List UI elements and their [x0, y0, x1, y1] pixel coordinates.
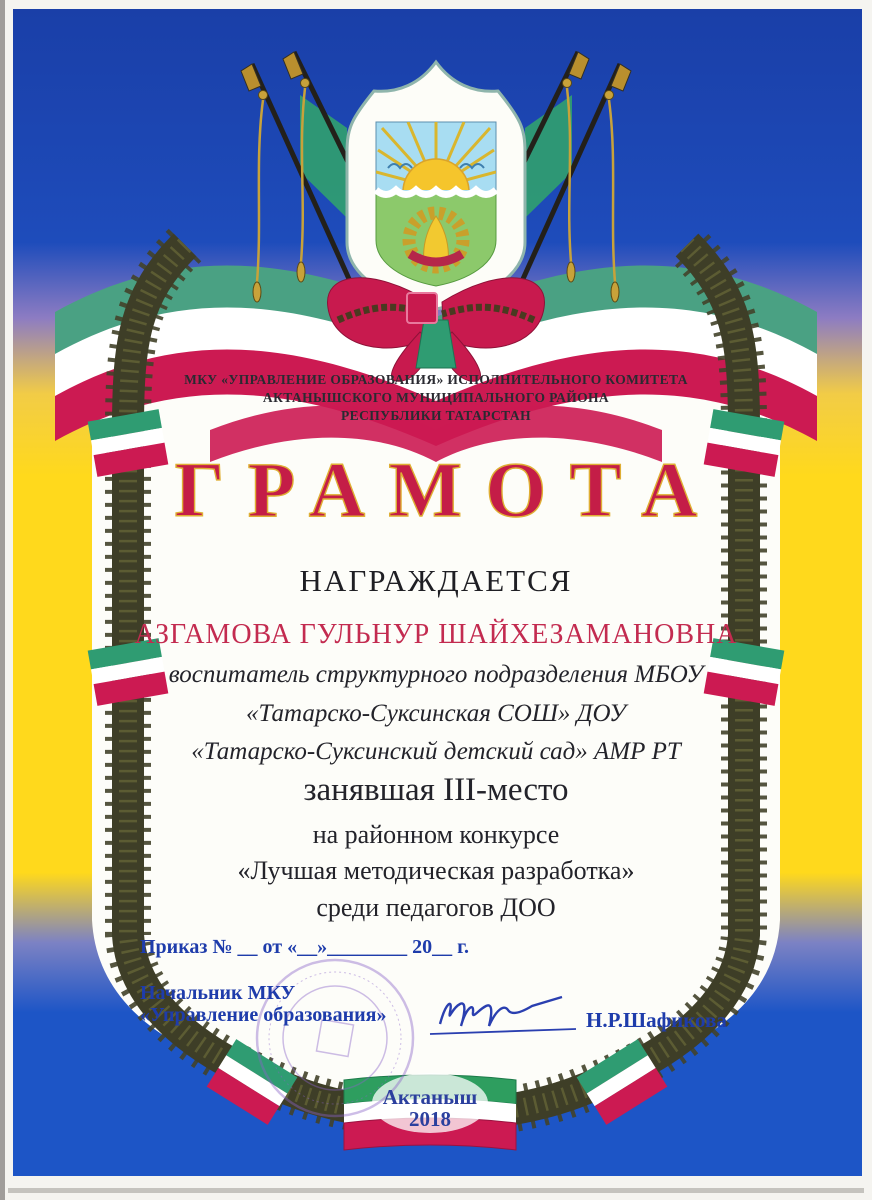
certificate-title: ГРАМОТА: [174, 446, 721, 533]
scan-edge-left: [0, 0, 5, 1200]
signatory-title-line-2: «Управление образования»: [140, 1004, 387, 1026]
recipient-name: АЗГАМОВА ГУЛЬНУР ШАЙХЕЗАМАНОВНА: [134, 619, 738, 650]
banner-year: 2018: [409, 1107, 451, 1131]
signatory-name: Н.Р.Шафикова: [586, 1008, 727, 1032]
contest-line-1: на районном конкурсе: [312, 820, 560, 849]
achievement-line: занявшая III-место: [303, 772, 569, 808]
contest-line-3: среди педагогов ДОО: [316, 893, 556, 922]
awarded-label: НАГРАЖДАЕТСЯ: [299, 563, 573, 598]
issuer-line-2: АКТАНЫШСКОГО МУНИЦИПАЛЬНОГО РАЙОНА: [262, 390, 610, 405]
issuer-line-1: МКУ «УПРАВЛЕНИЕ ОБРАЗОВАНИЯ» ИСПОЛНИТЕЛЬНОГО КОМИТЕТА: [184, 372, 688, 387]
banner-place: Актаныш: [382, 1085, 478, 1109]
order-line: Приказ № __ от «__»________ 20__ г.: [140, 936, 469, 958]
issuer-line-3: РЕСПУБЛИКИ ТАТАРСТАН: [341, 408, 531, 423]
coat-of-arms-icon: [347, 62, 525, 309]
bottom-banner: [344, 1073, 516, 1150]
scan-edge-bottom: [8, 1188, 864, 1193]
contest-line-2: «Лучшая методическая разработка»: [237, 856, 635, 885]
recipient-role-line-2: «Татарско-Суксинская СОШ» ДОУ: [246, 700, 626, 727]
recipient-role-line-3: «Татарско-Суксинский детский сад» АМР РТ: [191, 738, 681, 765]
recipient-role-line-1: воспитатель структурного подразделения МБОУ: [168, 661, 704, 688]
signatory-title-line-1: Начальник МКУ: [140, 982, 296, 1004]
